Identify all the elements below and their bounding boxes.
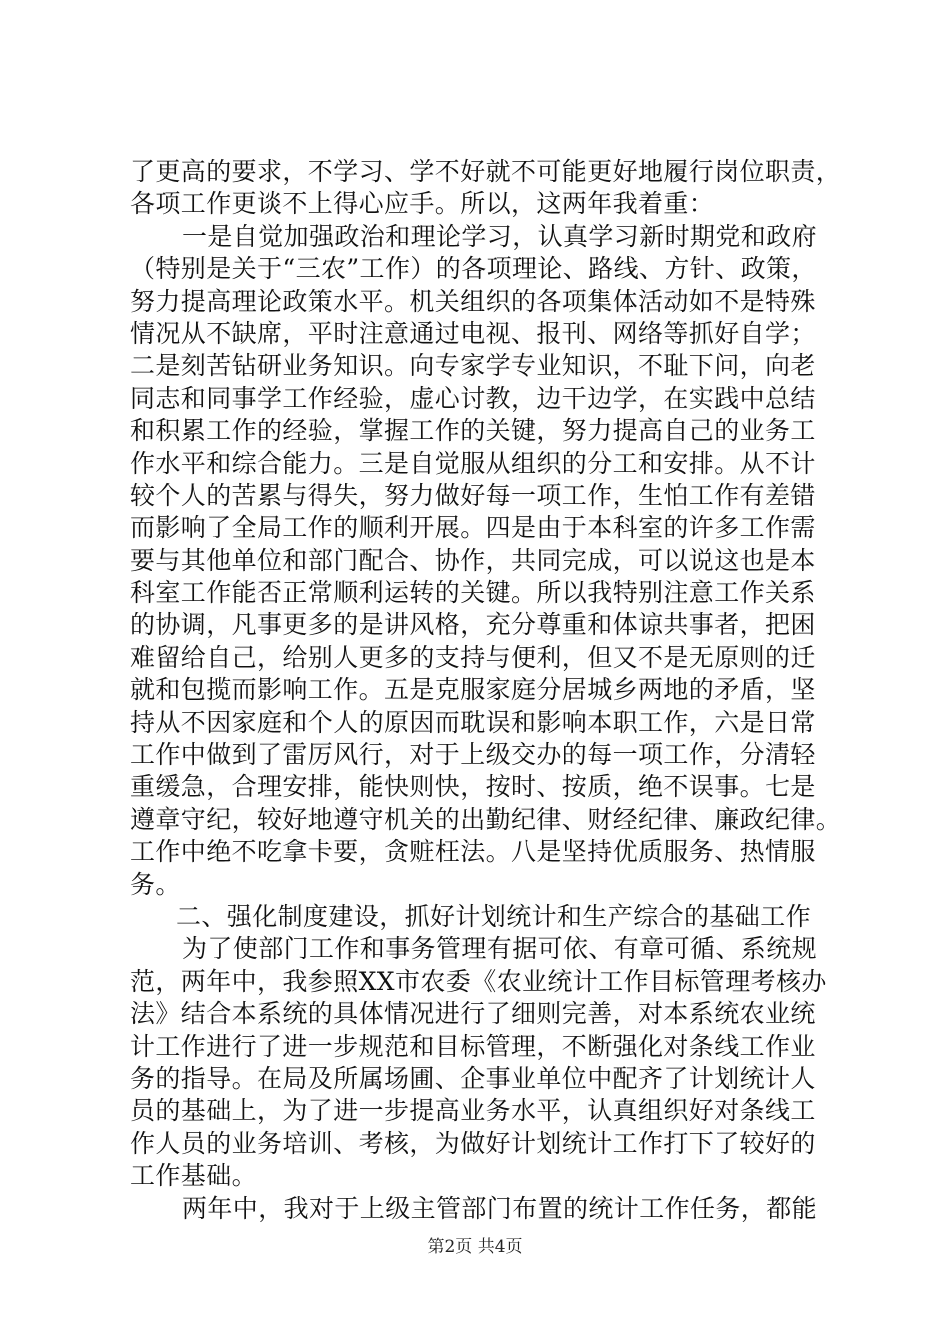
text-line-26: 范，两年中，我参照XX市农委《农业统计工作目标管理考核办 (130, 966, 827, 996)
paragraph-start-line: 一是自觉加强政治和理论学习，认真学习新时期党和政府 (182, 221, 818, 251)
text-line-1: 了更高的要求，不学习、学不好就不可能更好地履行岗位职责， (130, 157, 842, 186)
text-line-4: （特别是关于“三农”工作）的各项理论、路线、方针、政策， (130, 254, 817, 284)
text-line-22: 工作中绝不吃拿卡要，贪赃枉法。八是坚持优质服务、热情服 (130, 837, 816, 867)
text-line-30: 员的基础上，为了进一步提高业务水平，认真组织好对条线工 (130, 1096, 816, 1126)
text-line-32: 工作基础。 (130, 1161, 258, 1191)
text-line-21: 遵章守纪，较好地遵守机关的出勤纪律、财经纪律、廉政纪律。 (130, 804, 842, 834)
document-body (130, 156, 842, 1225)
text-line-2: 各项工作更谈不上得心应手。所以，这两年我着重： (130, 189, 715, 219)
text-line-29: 务的指导。在局及所属场圃、企事业单位中配齐了计划统计人 (130, 1063, 816, 1093)
text-line-19: 工作中做到了雷厉风行，对于上级交办的每一项工作，分清轻 (130, 740, 816, 770)
text-line-20: 重缓急，合理安排，能快则快，按时、按质，绝不误事。七是 (130, 772, 816, 802)
text-line-5: 努力提高理论政策水平。机关组织的各项集体活动如不是特殊 (130, 286, 816, 316)
text-line-31: 作人员的业务培训、考核，为做好计划统计工作打下了较好的 (130, 1128, 816, 1158)
text-line-11: 较个人的苦累与得失，努力做好每一项工作，生怕工作有差错 (130, 480, 816, 510)
text-line-17: 就和包揽而影响工作。五是克服家庭分居城乡两地的矛盾，坚 (130, 675, 816, 705)
text-line-6: 情况从不缺席，平时注意通过电视、报刊、网络等抓好自学； (130, 318, 816, 348)
text-line-7: 二是刻苦钻研业务知识。向专家学专业知识，不耻下问，向老 (130, 351, 816, 381)
text-line-18: 持从不因家庭和个人的原因而耽误和影响本职工作，六是日常 (130, 707, 816, 737)
section-heading: 二、强化制度建设，抓好计划统计和生产综合的基础工作 (176, 901, 812, 931)
paragraph-start-line: 两年中，我对于上级主管部门布置的统计工作任务，都能 (182, 1193, 818, 1223)
text-line-13: 要与其他单位和部门配合、协作，共同完成，可以说这也是本 (130, 545, 816, 575)
text-line-28: 计工作进行了进一步规范和目标管理，不断强化对条线工作业 (130, 1031, 816, 1061)
page-number-footer: 第2页 共4页 (427, 1237, 523, 1257)
text-line-23: 务。 (130, 869, 181, 899)
text-line-15: 的协调，凡事更多的是讲风格，充分尊重和体谅共事者，把困 (130, 610, 816, 640)
paragraph-start-line: 为了使部门工作和事务管理有据可依、有章可循、系统规 (182, 934, 818, 964)
text-line-9: 和积累工作的经验，掌握工作的关键，努力提高自己的业务工 (130, 416, 816, 446)
text-line-27: 法》结合本系统的具体情况进行了细则完善，对本系统农业统 (130, 999, 816, 1029)
text-line-14: 科室工作能否正常顺利运转的关键。所以我特别注意工作关系 (130, 578, 816, 608)
text-line-16: 难留给自己，给别人更多的支持与便利，但又不是无原则的迁 (130, 642, 816, 672)
text-line-10: 作水平和综合能力。三是自觉服从组织的分工和安排。从不计 (130, 448, 816, 478)
text-line-8: 同志和同事学工作经验，虚心讨教，边干边学，在实践中总结 (130, 383, 816, 413)
text-line-12: 而影响了全局工作的顺利开展。四是由于本科室的许多工作需 (130, 513, 816, 543)
